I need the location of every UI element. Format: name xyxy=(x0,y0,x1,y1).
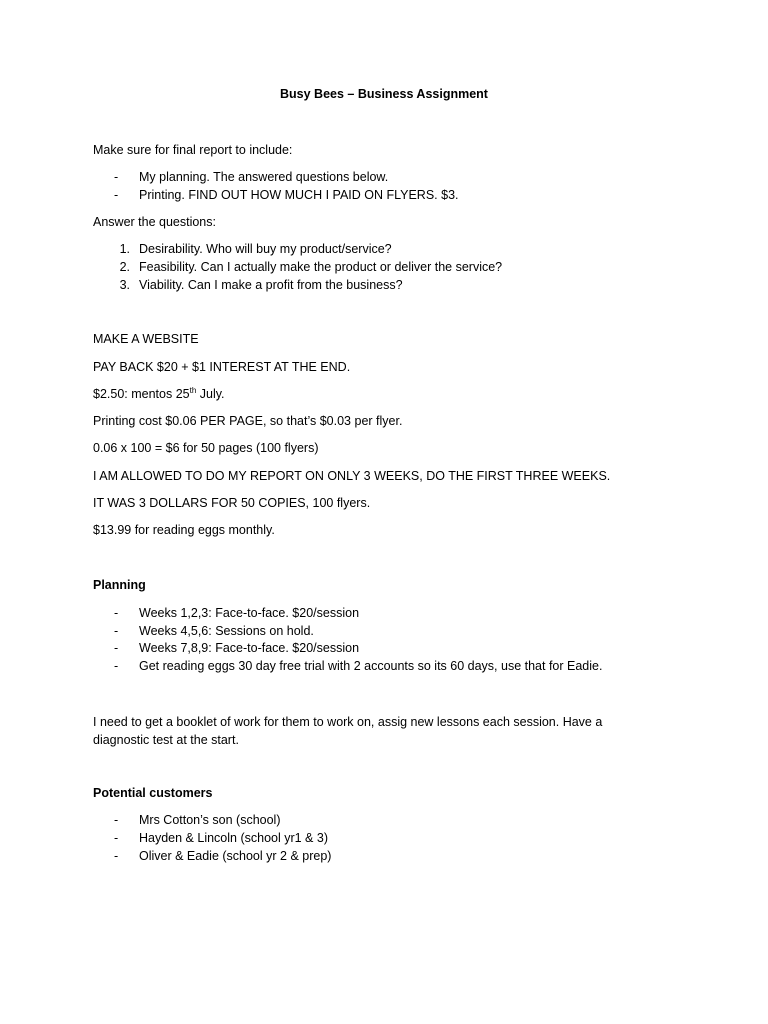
customers-heading: Potential customers xyxy=(93,786,213,800)
item-text: Viability. Can I make a profit from the business? xyxy=(139,278,403,292)
bullet-dash: - xyxy=(114,831,119,845)
item-number: 1. xyxy=(119,242,130,256)
planning-heading: Planning xyxy=(93,578,146,592)
bullet-dash: - xyxy=(114,813,119,827)
note-printing-cost: Printing cost $0.06 PER PAGE, so that’s $0.03 per flyer. xyxy=(93,414,403,428)
bullet-dash: - xyxy=(114,170,119,184)
questions-heading: Answer the questions: xyxy=(93,215,216,229)
note-copies: IT WAS 3 DOLLARS FOR 50 COPIES, 100 flyers. xyxy=(93,496,371,510)
bullet-dash: - xyxy=(114,641,119,655)
note-payback: PAY BACK $20 + $1 INTEREST AT THE END. xyxy=(93,360,351,374)
note-mentos-prefix: $2.50: mentos 25 xyxy=(93,387,190,401)
item-text: Desirability. Who will buy my product/service? xyxy=(139,242,392,256)
bullet-dash: - xyxy=(114,624,119,638)
list-item-text: Weeks 7,8,9: Face-to-face. $20/session xyxy=(139,641,360,655)
note-weeks: I AM ALLOWED TO DO MY REPORT ON ONLY 3 WEEKS, DO THE FIRST THREE WEEKS. xyxy=(93,469,611,483)
list-item-text: Weeks 1,2,3: Face-to-face. $20/session xyxy=(139,606,360,620)
note-website: MAKE A WEBSITE xyxy=(93,332,199,346)
note-mentos-suffix: July. xyxy=(196,387,225,401)
list-item-text: Printing. FIND OUT HOW MUCH I PAID ON FLYERS. $3. xyxy=(139,188,459,202)
bullet-dash: - xyxy=(114,188,119,202)
booklet-note: I need to get a booklet of work for them to work on, assig new lessons each session. Have a diagnostic test at the start. xyxy=(93,715,603,747)
list-item-text: Hayden & Lincoln (school yr1 & 3) xyxy=(139,831,328,845)
bullet-dash: - xyxy=(114,659,119,673)
intro-text: Make sure for final report to include: xyxy=(93,143,293,157)
bullet-dash: - xyxy=(114,606,119,620)
list-item-text: Oliver & Eadie (school yr 2 & prep) xyxy=(139,849,332,863)
note-mentos-sup: th xyxy=(189,385,197,395)
list-item-text: Mrs Cotton’s son (school) xyxy=(139,813,281,827)
item-number: 2. xyxy=(119,260,130,274)
list-item-text: My planning. The answered questions below. xyxy=(139,170,389,184)
item-text: Feasibility. Can I actually make the product or deliver the service? xyxy=(139,260,503,274)
document-title: Busy Bees – Business Assignment xyxy=(280,87,488,101)
bullet-dash: - xyxy=(114,849,119,863)
list-item-text: Get reading eggs 30 day free trial with 2 accounts so its 60 days, use that for Eadie. xyxy=(139,659,603,673)
note-reading-eggs: $13.99 for reading eggs monthly. xyxy=(93,523,275,537)
item-number: 3. xyxy=(119,278,130,292)
note-mentos xyxy=(93,387,225,401)
note-calc: 0.06 x 100 = $6 for 50 pages (100 flyers) xyxy=(93,441,319,455)
list-item-text: Weeks 4,5,6: Sessions on hold. xyxy=(139,624,314,638)
